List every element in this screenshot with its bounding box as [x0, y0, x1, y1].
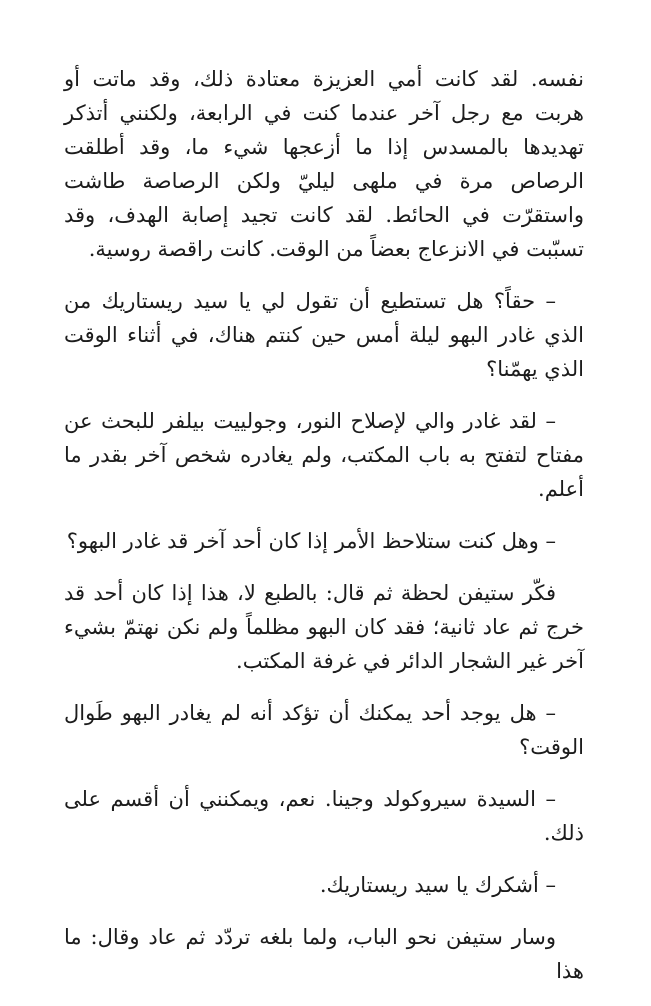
paragraph-9: وسار ستيفن نحو الباب، ولما بلغه تردّد ثم عاد وقال: ما هذا [64, 925, 584, 983]
paragraph-3: – لقد غادر والي لإصلاح النور، وجولييت بيلفر للبحث عن مفتاح لتفتح به باب المكتب، ولم يغادره شخص آخر بقدر ما أعلم. [64, 409, 584, 501]
paragraph-1: نفسه. لقد كانت أمي العزيزة معتادة ذلك، وقد ماتت أو هربت مع رجل آخر عندما كنت في الرابعة، ولكنني أتذكر تهديدها بالمسدس إذا ما أزعجها شيء ما، وقد أطلقت الرصاص مرة في ملهى ليليّ ولكن الرصاصة طاشت واستقرّت في الحائط. لقد كانت تجيد إصابة الهدف، وقد تسبّبت في الانزعاج بعضاً من الوقت. كانت راقصة روسية. [64, 67, 584, 261]
paragraph-2: – حقاً؟ هل تستطيع أن تقول لي يا سيد ريستاريك من الذي غادر البهو ليلة أمس حين كنتم هناك، في أثناء الوقت الذي يهمّنا؟ [64, 289, 584, 381]
book-page-text [64, 62, 584, 1006]
paragraph-8: – أشكرك يا سيد ريستاريك. [319, 873, 556, 897]
paragraph-5: فكّر ستيفن لحظة ثم قال: بالطبع لا، هذا إذا كان أحد قد خرج ثم عاد ثانية؛ فقد كان البهو مظلماً ولم نكن نهتمّ بشيء آخر غير الشجار الدائر في غرفة المكتب. [64, 581, 584, 673]
paragraph-4: – وهل كنت ستلاحظ الأمر إذا كان أحد آخر قد غادر البهو؟ [66, 529, 556, 553]
paragraph-6: – هل يوجد أحد يمكنك أن تؤكد أنه لم يغادر البهو طَوال الوقت؟ [64, 701, 584, 759]
paragraph-7: – السيدة سيروكولد وجينا. نعم، ويمكنني أن أقسم على ذلك. [64, 787, 584, 845]
